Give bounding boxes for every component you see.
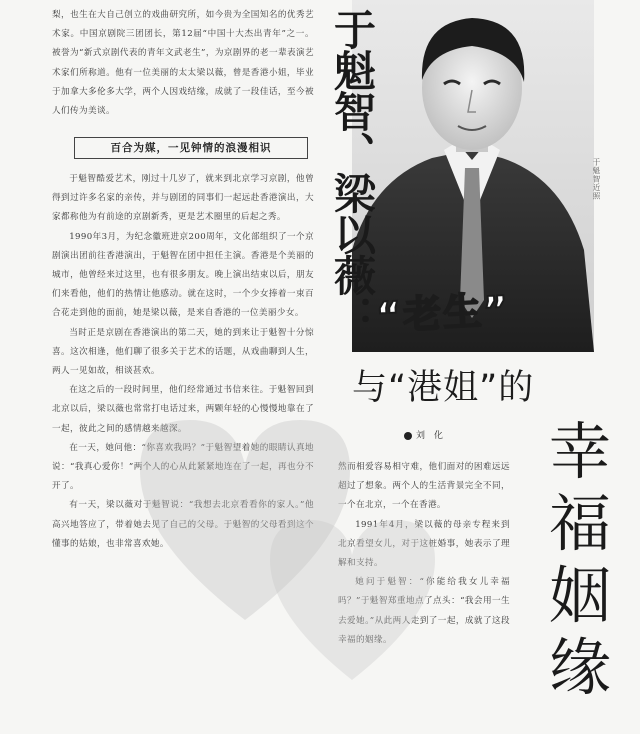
title-names: 于魁智、梁以薇： [328, 8, 377, 336]
left-body-column [52, 170, 314, 554]
photo-caption: 于魁智近照 [592, 158, 601, 201]
author-name: 刘 化 [416, 431, 446, 441]
body-paragraph: 在这之后的一段时间里，他们经常通过书信来往。于魁智回到北京以后，梁以薇也常常打电话过来，两颗年轻的心慢慢地靠在了一起，彼此之间的感情越来越深。 [52, 385, 314, 434]
title-gangjie: 与“港姐”的 [352, 368, 535, 408]
body-paragraph: 于魁智酷爱艺术，刚过十几岁了，就来到北京学习京剧，他曾得到过许多名家的亲传，并与剧团的同事们一起远赴香港演出，大家都称他为有前途的京剧新秀，更是艺术圈里的后起之秀。 [52, 174, 314, 223]
body-paragraph: 在一天，她问他：“你喜欢我吗？”于魁智望着她的眼睛认真地说：“我真心爱你！”两个人的心从此紧紧地连在了一起，再也分不开了。 [52, 442, 314, 492]
author-byline [404, 428, 446, 441]
title-happy-marriage: 幸福姻缘 [548, 415, 611, 704]
bullet-icon [404, 432, 412, 440]
body-paragraph: 有一天，梁以薇对于魁智说：“我想去北京看看你的家人。”他高兴地答应了，带着她去见了自己的父母。于魁智的父母看到这个懂事的姑娘，也非常喜欢她。 [52, 500, 314, 549]
section-subheading: 百合为媒，一见钟情的浪漫相识 [74, 137, 308, 159]
body-paragraph: 1991年4月，梁以薇的母亲专程来到北京看望女儿，对于这桩婚事，她表示了理解和支持。 [338, 519, 510, 569]
body-paragraph: 当时正是京剧在香港演出的第二天，她的到来让于魁智十分惊喜。这次相逢，他们聊了很多关于艺术的话题，从戏曲聊到人生，两人一见如故，相谈甚欢。 [52, 327, 314, 377]
title-laosheng: “老生” [375, 287, 512, 339]
right-body-column [338, 458, 510, 650]
body-paragraph: 她问于魁智：“你能给我女儿幸福吗？”于魁智郑重地点了点头：“我会用一生去爱她。”从此两人走到了一起，成就了这段幸福的姻缘。 [338, 577, 510, 645]
body-paragraph: 然而相爱容易相守难，他们面对的困难远远超过了想象。两个人的生活背景完全不同，一个在北京，一个在香港。 [338, 462, 510, 511]
intro-text: 梨，也生在大自己创立的戏曲研究所，如今贵为全国知名的优秀艺术家。中国京剧院三团团长，第12届“中国十大杰出青年”之一。被誉为“新式京剧代表的青年文武老生”，为京剧界的老一辈表演艺术家们所称道。他有一位美丽的太太梁以薇，曾是香港小姐，毕业于加拿大多伦多大学，两个人因戏结缘，成就了一段佳话，至今被人们传为美谈。 [52, 10, 314, 117]
body-paragraph: 1990年3月，为纪念徽班进京200周年，文化部组织了一个京剧演出团前往香港演出，于魁智在团中担任主演。香港是个美丽的城市，他曾经来过这里，也有很多朋友。晚上演出结束以后，朋友们来看他，他们的热情让他感动。就在这时，一个少女捧着一束百合花走到他的面前，她是梁以薇，是来自香港的一位美丽少女。 [52, 231, 314, 319]
intro-paragraph [52, 6, 314, 121]
